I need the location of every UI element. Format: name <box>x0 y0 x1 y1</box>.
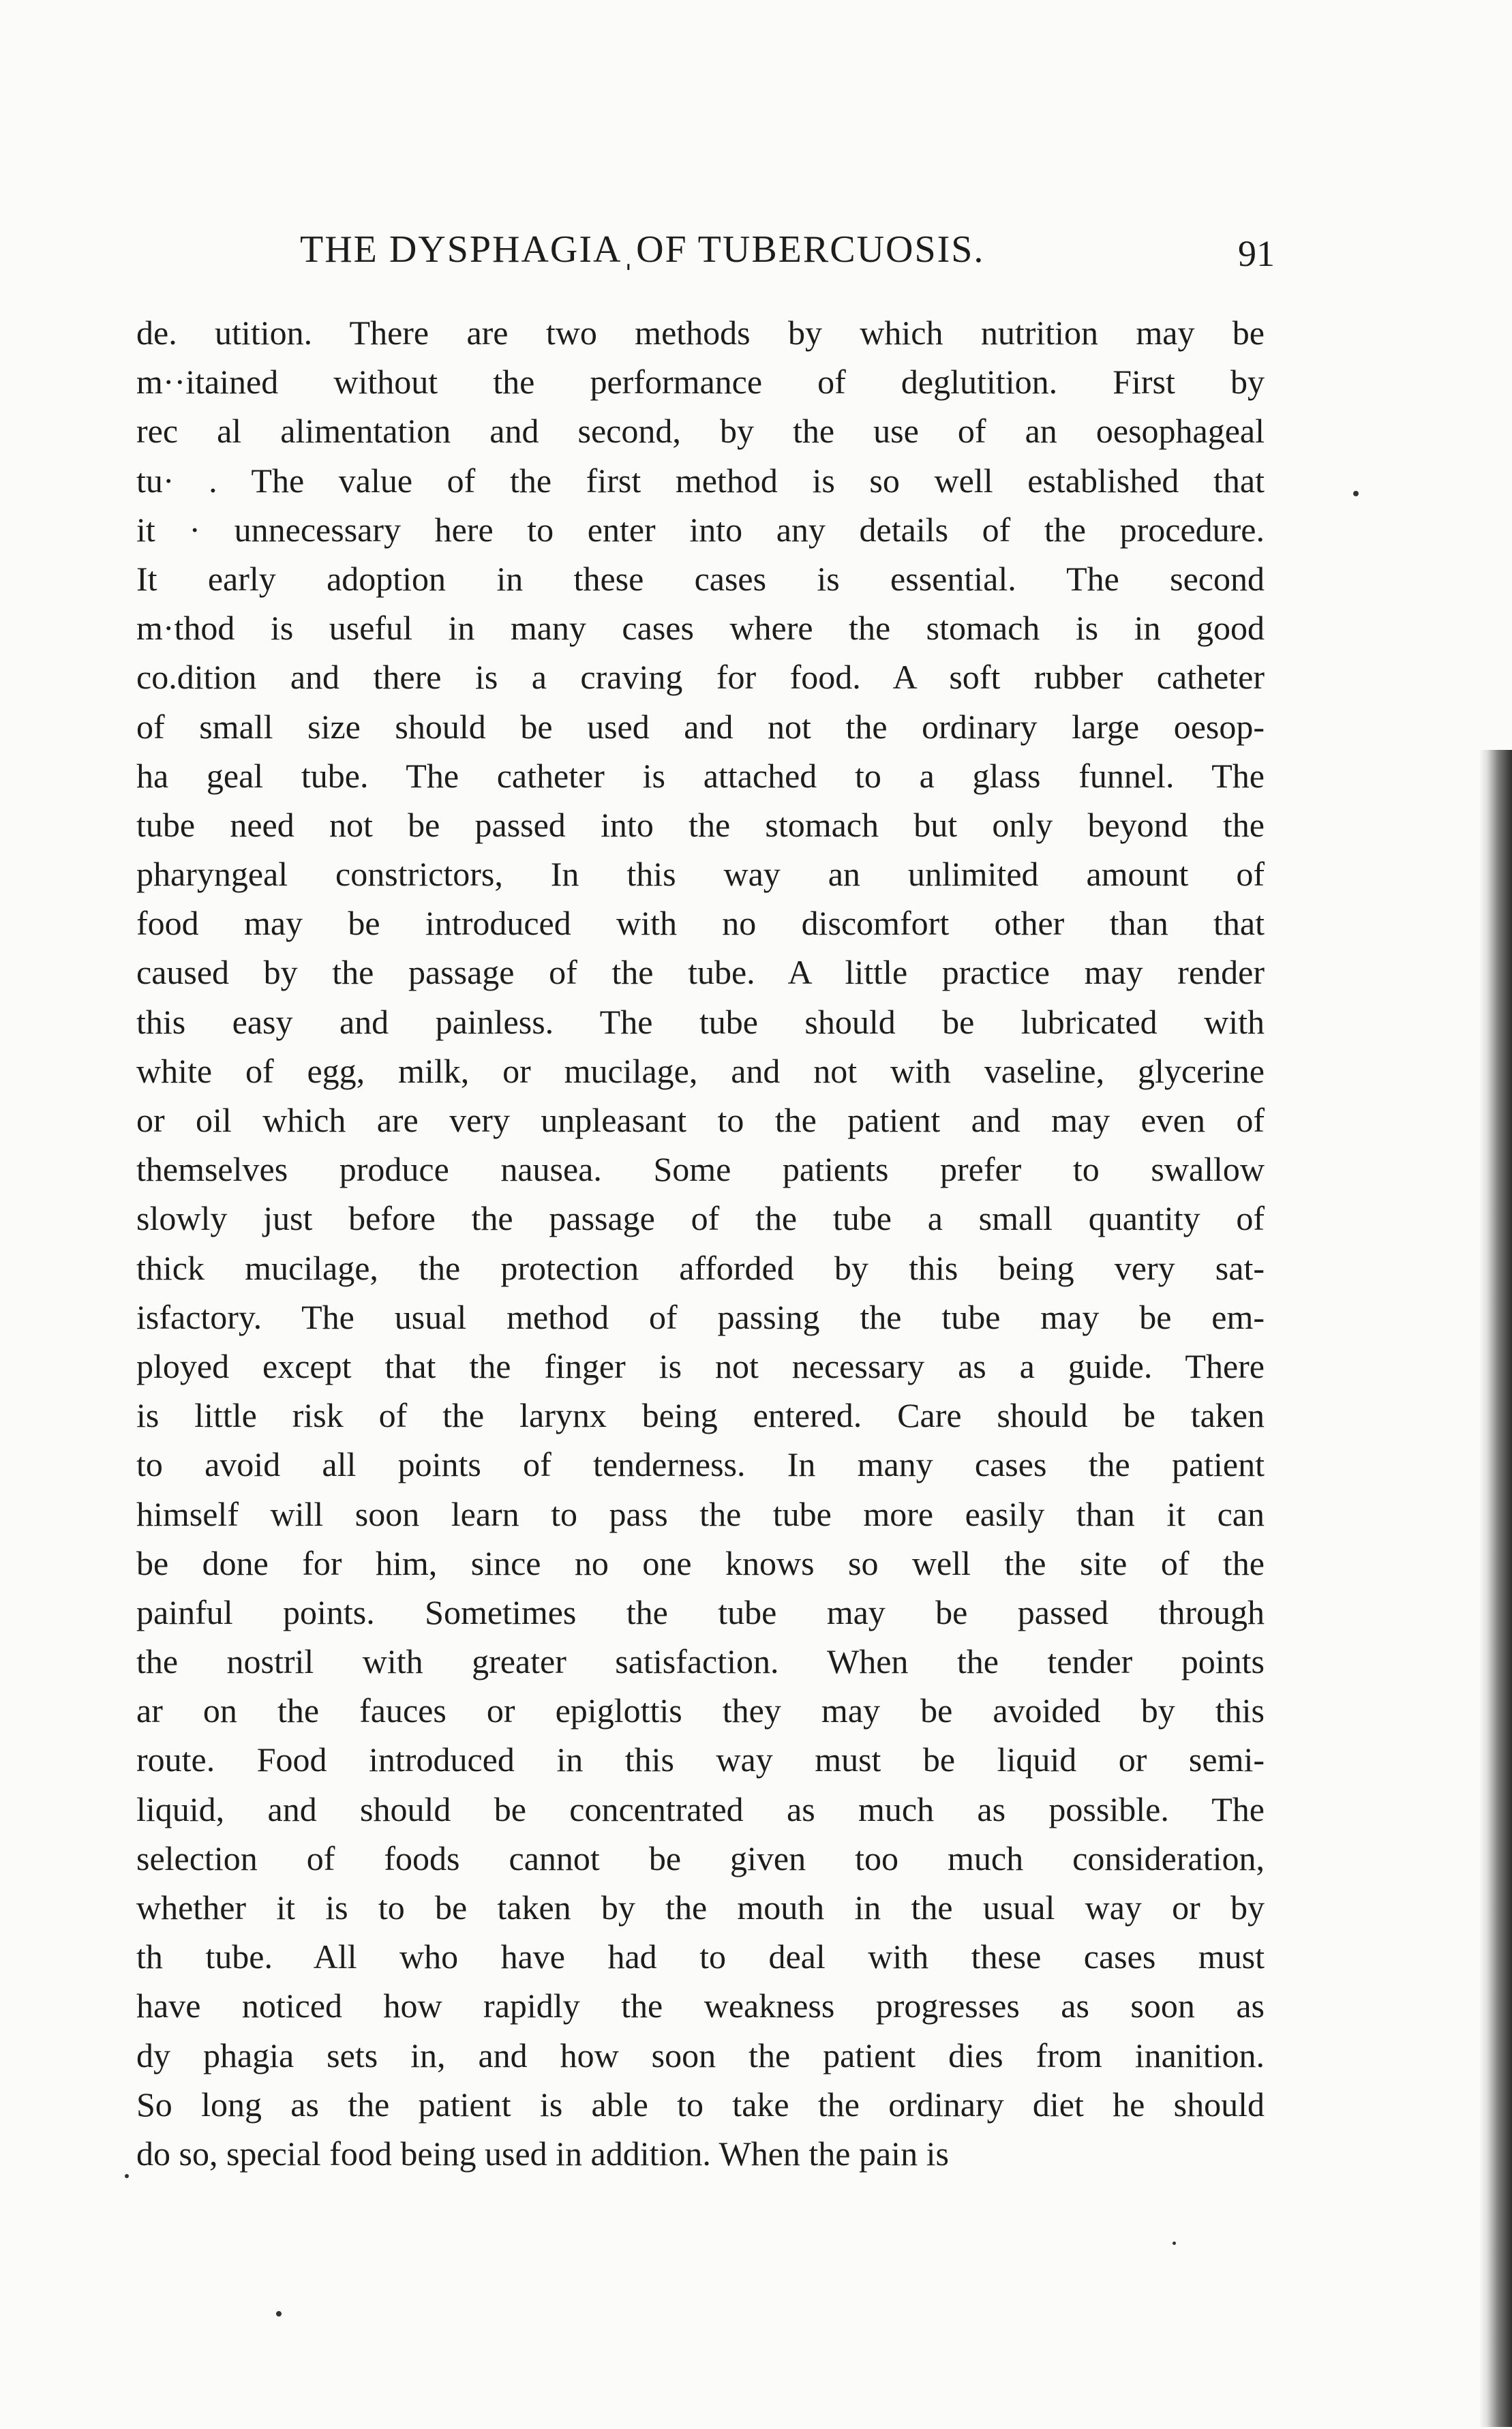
text-line: rec al alimentation and second, by the use of an oesophageal <box>136 412 1265 451</box>
ink-speck <box>125 2174 129 2178</box>
text-line: tu· . The value of the first method is so well established that <box>136 461 1265 500</box>
text-line: liquid, and should be concentrated as much as possible. The <box>136 1790 1265 1828</box>
text-line: is little risk of the larynx being entered. Care should be taken <box>136 1396 1265 1435</box>
text-line: thick mucilage, the protection afforded by this being very sat- <box>136 1248 1265 1287</box>
text-line: food may be introduced with no discomfort other than that <box>136 904 1265 943</box>
text-line: or oil which are very unpleasant to the patient and may even of <box>136 1101 1265 1139</box>
text-line: it · unnecessary here to enter into any details of the procedure. <box>136 510 1265 549</box>
text-line: ar on the fauces or epiglottis they may be avoided by this <box>136 1691 1265 1730</box>
text-line: pharyngeal constrictors, In this way an unlimited amount of <box>136 855 1265 894</box>
text-line: himself will soon learn to pass the tube more easily than it can <box>136 1494 1265 1533</box>
ink-speck <box>1173 2242 1176 2245</box>
text-line: co.dition and there is a craving for food. A soft rubber catheter <box>136 658 1265 697</box>
text-line: So long as the patient is able to take the ordinary diet he should <box>136 2085 1265 2124</box>
text-line: slowly just before the passage of the tube a small quantity of <box>136 1199 1265 1238</box>
page-number: 91 <box>1238 233 1275 274</box>
binding-gutter-shadow <box>1457 750 1512 2427</box>
text-line: do so, special food being used in addition. When the pain is <box>136 2134 949 2173</box>
text-line: m·thod is useful in many cases where the stomach is in good <box>136 609 1265 648</box>
text-line: It early adoption in these cases is essential. The second <box>136 559 1265 598</box>
ink-speck <box>1353 491 1359 496</box>
text-line: have noticed how rapidly the weakness progresses as soon as <box>136 1987 1265 2025</box>
text-line: dy phagia sets in, and how soon the patient dies from inanition. <box>136 2036 1265 2075</box>
text-line: white of egg, milk, or mucilage, and not with vaseline, glycerine <box>136 1051 1265 1090</box>
text-line: ha geal tube. The catheter is attached to a glass funnel. The <box>136 756 1265 795</box>
text-line: painful points. Sometimes the tube may be passed through <box>136 1593 1265 1631</box>
text-line: isfactory. The usual method of passing the tube may be em- <box>136 1297 1265 1336</box>
running-head: THE DYSPHAGIAˌOF TUBERCUOSIS. <box>300 228 985 271</box>
text-line: route. Food introduced in this way must be liquid or semi- <box>136 1740 1265 1779</box>
text-line: whether it is to be taken by the mouth in the usual way or by <box>136 1888 1265 1927</box>
text-line: of small size should be used and not the ordinary large oesop- <box>136 707 1265 746</box>
text-line: ployed except that the finger is not necessary as a guide. There <box>136 1346 1265 1385</box>
page-header <box>293 222 1275 277</box>
text-line: to avoid all points of tenderness. In many cases the patient <box>136 1445 1265 1484</box>
ink-speck <box>276 2311 282 2317</box>
text-line: de. utition. There are two methods by which nutrition may be <box>136 314 1265 352</box>
text-line: m··itained without the performance of deglutition. First by <box>136 363 1265 402</box>
text-line: this easy and painless. The tube should be lubricated with <box>136 1002 1265 1041</box>
text-line: themselves produce nausea. Some patients prefer to swallow <box>136 1150 1265 1189</box>
text-line: be done for him, since no one knows so well the site of the <box>136 1543 1265 1582</box>
text-line: tube need not be passed into the stomach but only beyond the <box>136 805 1265 844</box>
text-line: th tube. All who have had to deal with these cases must <box>136 1937 1265 1976</box>
text-line: caused by the passage of the tube. A little practice may render <box>136 953 1265 992</box>
text-line: selection of foods cannot be given too much consideration, <box>136 1839 1265 1877</box>
text-line: the nostril with greater satisfaction. When the tender points <box>136 1642 1265 1681</box>
body-text <box>136 308 1265 2178</box>
